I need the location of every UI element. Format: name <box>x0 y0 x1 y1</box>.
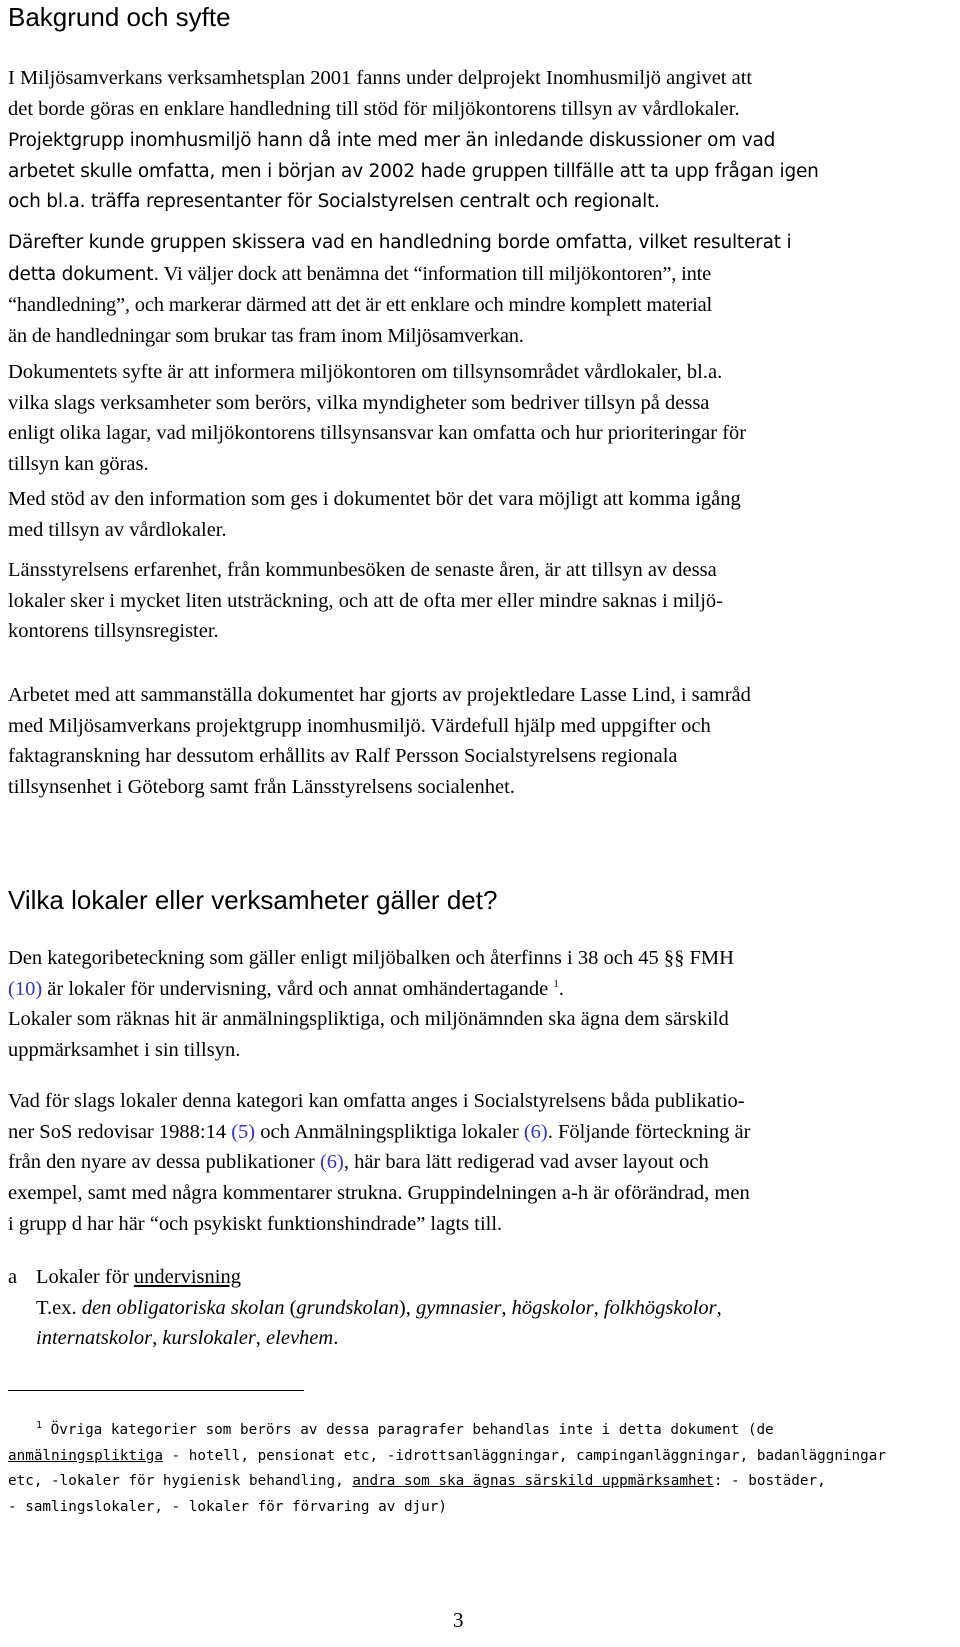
paragraph-purpose: Dokumentets syfte är att informera miljökontoren om tillsynsområdet vårdlokaler, bl.a. vilka slags verksamheter som berörs, vilka myndigheter som bedriver tillsyn på dessa enligt olika lagar, vad miljökontorens tillsynsansvar kan omfatta och hur prioriteringar för tillsyn kan göras. <box>8 361 747 476</box>
paragraph-category: Den kategoribeteckning som gäller enligt miljöbalken och återfinns i 38 och 45 §§ FMH (10) är lokaler för undervisning, vård och annat omhändertagande $^1$. Lokaler som räknas hit är anmälningspliktiga, och miljönämnden ska ägna dem särskild uppmärksamhet i sin tillsyn. <box>8 947 734 1062</box>
paragraph-publications: Vad för slags lokaler denna kategori kan omfatta anges i Socialstyrelsens båda publikatio- ner SoS redovisar 1988:14 (5) och Anmälningspliktiga lokaler (6). Följande förteckning är från den nyare av dessa publikationer (6), här bara lätt redigerad vad avser layout och exempel, samt med några kommentarer strukna. Gruppindelningen a-h är oförändrad, men i grupp d har här “och psykiskt funktionshindrade” lagts till. <box>8 1090 751 1235</box>
paragraph-acknowledgements: Arbetet med att sammanställa dokumentet har gjorts av projektledare Lasse Lind, i samråd med Miljösamverkans projektgrupp inomhusmiljö. Värdefull hjälp med uppgifter och faktagranskning har dessutom erhållits av Ralf Persson Socialstyrelsens regionala tillsynsenhet i Göteborg samt från Länsstyrelsens socialenhet. <box>8 684 751 799</box>
footnote-divider <box>8 1390 304 1391</box>
paragraph-workplan: I Miljösamverkans verksamhetsplan 2001 fanns under delprojekt Inomhusmiljö angivet att det borde göras en enklare handledning till stöd för miljökontorens tillsyn av vårdlokaler. <box>8 67 753 120</box>
paragraph-outline: Därefter kunde gruppen skissera vad en handledning borde omfatta, vilket resulterat i detta dokument. Vi väljer dock att benämna det “information till miljökontoren”, inte “handledning”, och markerar därmed att det är ett enklare och mindre komplett material än de handledningar som brukar tas fram inom Miljösamverkan. <box>8 232 792 348</box>
paragraph-county-experience: Länsstyrelsens erfarenhet, från kommunbesöken de senaste åren, är att tillsyn av dessa lokaler sker i mycket liten utsträckning, och att de ofta mer eller mindre saknas i miljö- kontorens tillsynsregister. <box>8 559 723 643</box>
reference-link-6[interactable]: (6) <box>523 1120 548 1143</box>
footnote-number: 1 <box>36 1420 43 1431</box>
section-heading-premises: Vilka lokaler eller verksamheter gäller det? <box>8 885 498 915</box>
page-number: 3 <box>453 1608 464 1632</box>
reference-link-10[interactable]: (10) <box>8 977 43 1000</box>
footnote-marker[interactable]: 1 <box>553 977 559 990</box>
list-item-letter: a <box>8 1266 18 1288</box>
paragraph-support: Med stöd av den information som ges i dokumentet bör det vara möjligt att komma igång med tillsyn av vårdlokaler. <box>8 488 741 541</box>
reference-link-5[interactable]: (5) <box>231 1120 256 1143</box>
paragraph-project-group: Projektgrupp inomhusmiljö hann då inte med mer än inledande diskussioner om vad arbetet skulle omfatta, men i början av 2002 hade gruppen tillfälle att ta upp frågan igen och bl.a. träffa representanter för Socialstyrelsen centralt och regionalt. <box>8 130 819 213</box>
footnote: $^1$ Övriga kategorier som berörs av dessa paragrafer behandlas inte i detta dokument (de anmälningspliktiga - hotell, pensionat etc, -idrottsanläggningar, campinganläggningar, badanläggningar etc, -lokaler för hygienisk behandling, andra som ska ägnas särskild uppmärksamhet: - bostäder, - samlingslokaler, - lokaler för förvaring av djur) <box>8 1420 886 1515</box>
section-heading-background: Bakgrund och syfte <box>8 2 231 32</box>
reference-link-6b[interactable]: (6) <box>319 1151 344 1174</box>
